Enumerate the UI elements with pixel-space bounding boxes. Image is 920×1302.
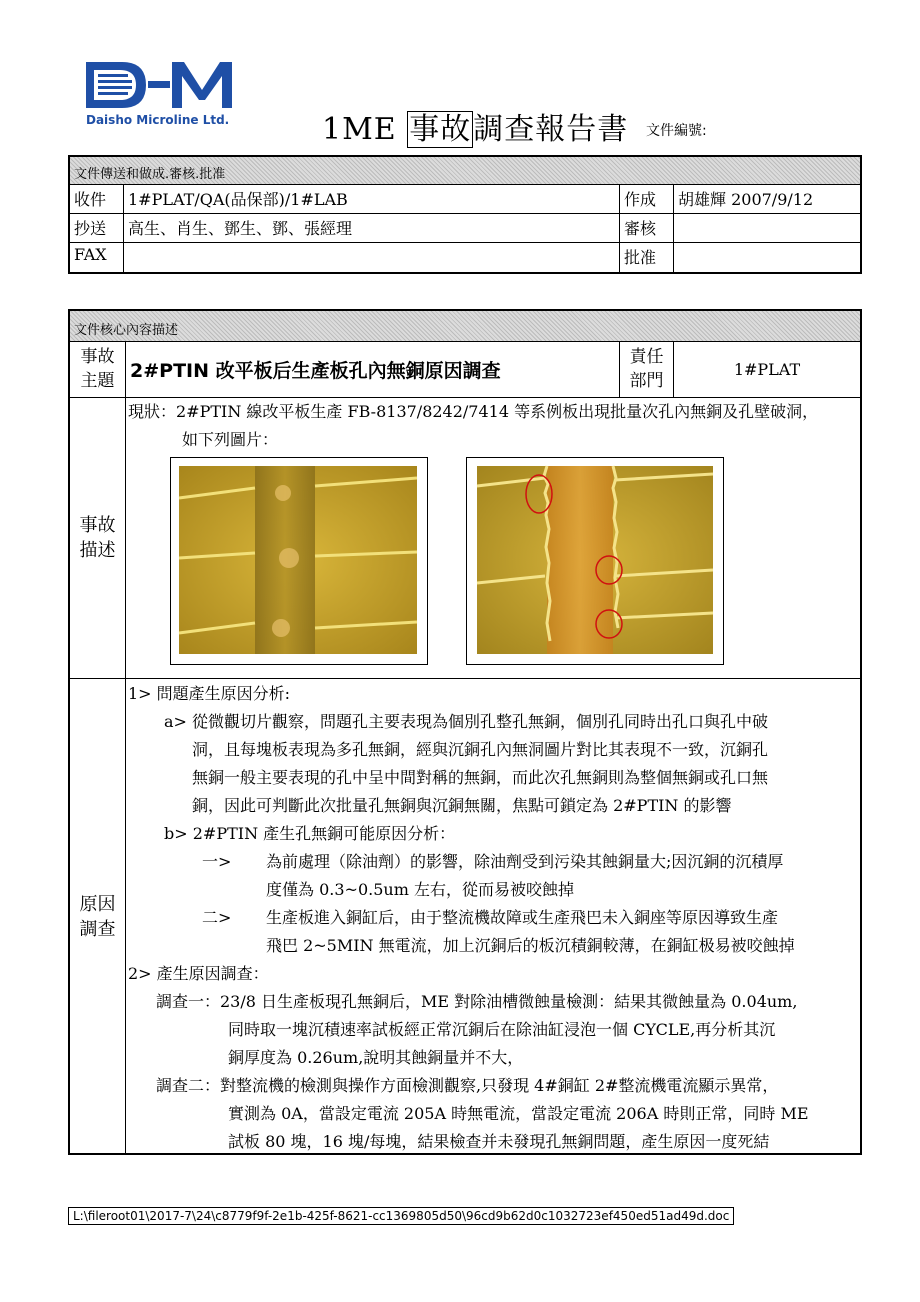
distribution-table: [68, 155, 862, 274]
doc-number-label: 文件編號:: [646, 123, 707, 139]
description-line: 現狀：2#PTIN 線改平板生產 FB-8137/8242/7414 等系例板出現批量次孔內無銅及孔壁破洞，: [128, 402, 819, 421]
cause-line: 同時取一塊沉積速率試板經正常沉銅后在除油缸浸泡一個 CYCLE,再分析其沉: [228, 1020, 776, 1039]
recipient-row: [70, 185, 860, 214]
author-label: 作成: [620, 185, 674, 213]
review-value: [674, 214, 860, 242]
recipient-label: 收件: [70, 185, 124, 213]
cause-subitem: [126, 904, 860, 932]
svg-text:Daisho Microline Ltd.: Daisho Microline Ltd.: [86, 113, 230, 127]
cause-row: [70, 679, 860, 1155]
cause-label: 原因 調查: [70, 679, 126, 1155]
cause-line: a> 從微觀切片觀察，問題孔主要表現為個別孔整孔無銅，個別孔同時出孔口與孔中破: [164, 712, 769, 731]
dm-logo: [84, 60, 264, 130]
cause-subitem: [126, 848, 860, 876]
fax-value: [124, 243, 620, 272]
distribution-bar: 文件傳送和做成.審核.批准: [70, 157, 860, 185]
description-content: [126, 398, 860, 678]
cc-label: 抄送: [70, 214, 124, 242]
cause-subitem-marker: 二>: [202, 908, 232, 927]
cause-line: 洞，且每塊板表現為多孔無銅，經與沉銅孔內無洞圖片對比其表現不一致，沉銅孔: [192, 740, 769, 759]
cause-line: 試板 80 塊，16 塊/每塊，結果檢查并未發現孔無銅問題，產生原因一度死結: [228, 1132, 770, 1151]
title-boxed-word: 事故: [409, 112, 472, 147]
dept-value: 1#PLAT: [733, 360, 801, 379]
fax-label: FAX: [70, 243, 124, 272]
core-table: [68, 309, 862, 1155]
approve-value: [674, 243, 860, 272]
cause-heading: 2> 產生原因調查：: [128, 964, 269, 983]
cause-line: b> 2#PTIN 產生孔無銅可能原因分析：: [164, 824, 456, 843]
recipient-value: 1#PLAT/QA(品保部)/1#LAB: [124, 185, 620, 213]
cc-row: [70, 214, 860, 243]
subject-row: [70, 342, 860, 398]
description-line: 如下列圖片：: [182, 430, 279, 449]
cause-line: 無銅一般主要表現的孔中呈中間對稱的無銅，而此次孔無銅則為整個無銅或孔口無: [192, 768, 769, 787]
description-label: 事故 描述: [70, 398, 126, 678]
microsection-defect-image: [467, 458, 722, 663]
subject-label: 事故 主題: [70, 342, 126, 397]
review-label: 審核: [620, 214, 674, 242]
cause-line: 調查一：23/8 日生產板現孔無銅后，ME 對除油槽微蝕量檢測：結果其微蝕量為 0.04um,: [156, 992, 798, 1011]
cross-section-photo-defect: [466, 457, 724, 665]
cause-line: 調查二：對整流機的檢測與操作方面檢測觀察,只發現 4#銅缸 2#整流機電流顯示異常，: [156, 1076, 779, 1095]
cause-line: 實測為 0A，當設定電流 205A 時無電流，當設定電流 206A 時則正常，同時 ME: [228, 1104, 809, 1123]
fax-row: [70, 243, 860, 272]
cause-line: 生產板進入銅缸后，由于整流機故障或生產飛巴未入銅座等原因導致生產: [266, 908, 779, 927]
cc-value: 高生、肖生、鄧生、鄧、張經理: [124, 214, 620, 242]
title-suffix: 調查報告書: [473, 112, 629, 147]
cause-line: 銅，因此可判斷此次批量孔無銅與沉銅無關，焦點可鎖定為 2#PTIN 的影響: [192, 796, 732, 815]
cause-line: 飛巴 2~5MIN 無電流，加上沉銅后的板沉積銅較薄，在銅缸极易被咬蝕掉: [266, 936, 795, 955]
approve-label: 批准: [620, 243, 674, 272]
cause-line: 度僅為 0.3~0.5um 左右，從而易被咬蝕掉: [266, 880, 574, 899]
cause-line: 銅厚度為 0.26um,說明其蝕銅量并不大，: [228, 1048, 524, 1067]
cause-line: 為前處理（除油劑）的影響，除油劑受到污染其蝕銅量大;因沉銅的沉積厚: [266, 852, 784, 871]
microsection-image: [171, 458, 426, 663]
cause-content: [126, 679, 860, 1155]
cause-heading: 1> 問題產生原因分析:: [128, 684, 291, 703]
core-bar: 文件核心內容描述: [70, 311, 860, 342]
file-path: L:\fileroot01\2017-7\24\c8779f9f-2e1b-425f-8621-cc1369805d50\96cd9b62d0c1032723ef450ed51ad49d.doc: [68, 1207, 734, 1225]
document-title: [322, 104, 628, 148]
author-value: 胡雄輝 2007/9/12: [678, 190, 814, 209]
subject-value: 2#PTIN 改平板后生產板孔內無銅原因調查: [126, 342, 620, 397]
dept-label: 責任 部門: [620, 342, 674, 397]
title-prefix: 1ME: [322, 112, 408, 147]
cause-subitem-marker: 一>: [202, 852, 232, 871]
cross-section-photo-normal: [170, 457, 428, 665]
description-row: [70, 398, 860, 679]
